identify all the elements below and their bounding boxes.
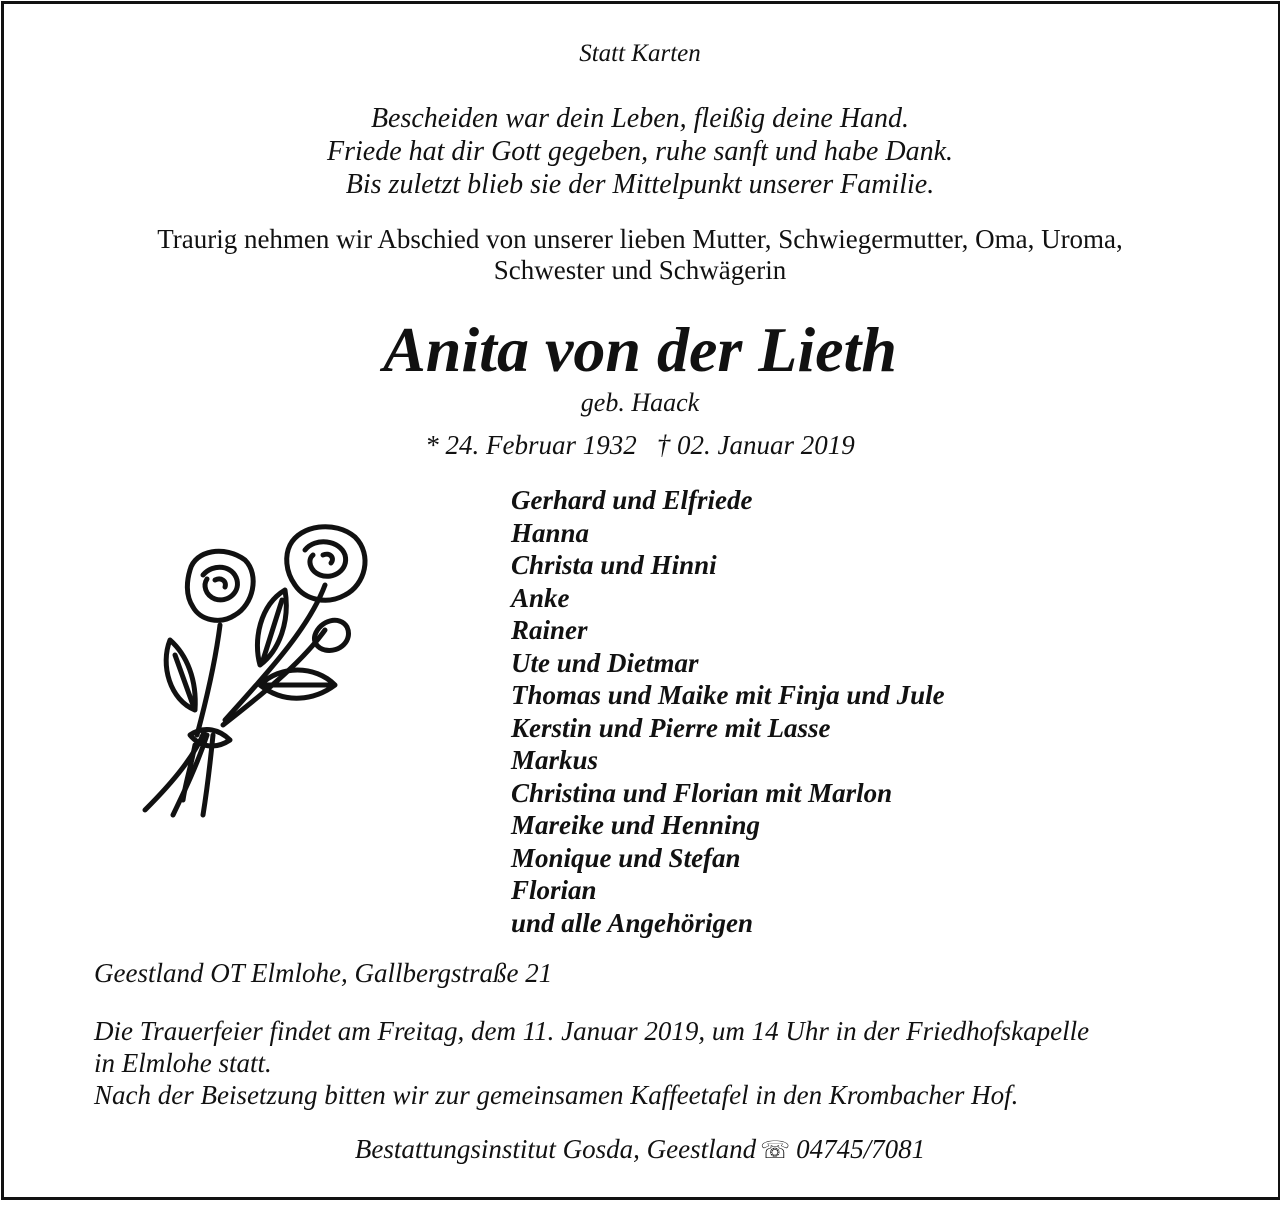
list-item: Christa und Hinni: [511, 550, 717, 580]
deceased-name: Anita von der Lieth: [383, 314, 897, 385]
roses-illustration-icon: [135, 515, 385, 825]
death-date: † 02. Januar 2019: [656, 430, 855, 460]
funeral-notice-line: Nach der Beisetzung bitten wir zur gemeinsamen Kaffeetafel in den Krombacher Hof.: [94, 1080, 1019, 1110]
list-item: Ute und Dietmar: [511, 647, 699, 678]
list-item: Florian: [511, 875, 597, 905]
verse-line: Bis zuletzt blieb sie der Mittelpunkt unserer Familie.: [345, 169, 935, 200]
farewell-intro-line: Traurig nehmen wir Abschied von unserer lieben Mutter, Schwiegermutter, Oma, Uroma,: [157, 224, 1123, 254]
birth-date: * 24. Februar 1932: [425, 430, 637, 460]
list-item: Gerhard und Elfriede: [511, 485, 753, 515]
undertaker-footer: [0, 1134, 1280, 1165]
list-item: Markus: [511, 745, 599, 775]
list-item: Hanna: [511, 517, 590, 548]
list-item: und alle Angehörigen: [511, 907, 754, 938]
maiden-name: geb. Haack: [580, 388, 700, 417]
undertaker-name: Bestattungsinstitut Gosda, Geestland: [354, 1134, 757, 1164]
farewell-intro: [0, 224, 1280, 286]
funeral-notice-line: in Elmlohe statt.: [94, 1048, 272, 1078]
farewell-intro-line: Schwester und Schwägerin: [493, 255, 787, 285]
life-dates: [0, 430, 1280, 461]
funeral-notice-line: Die Trauerfeier findet am Freitag, dem 11. Januar 2019, um 14 Uhr in der Friedhofskapelle: [94, 1016, 1090, 1046]
undertaker-phone: 04745/7081: [796, 1134, 926, 1164]
verse-line: Friede hat dir Gott gegeben, ruhe sanft und habe Dank.: [326, 136, 953, 167]
list-item: Thomas und Maike mit Finja und Jule: [511, 680, 945, 710]
list-item: Mareike und Henning: [511, 810, 761, 840]
verse-line: Bescheiden war dein Leben, fleißig deine Hand.: [370, 103, 910, 134]
list-item: Christina und Florian mit Marlon: [511, 777, 893, 808]
list-item: Anke: [511, 582, 570, 613]
verse: [0, 102, 1280, 201]
list-item: Rainer: [511, 615, 588, 645]
phone-icon: ☏: [760, 1138, 791, 1164]
list-item: Kerstin und Pierre mit Lasse: [511, 712, 831, 743]
statt-karten-heading: Statt Karten: [579, 40, 701, 67]
funeral-notice: [94, 1015, 1089, 1111]
family-address: Geestland OT Elmlohe, Gallbergstraße 21: [94, 958, 553, 988]
list-item: Monique und Stefan: [511, 842, 741, 873]
mourners-list: [511, 484, 945, 939]
